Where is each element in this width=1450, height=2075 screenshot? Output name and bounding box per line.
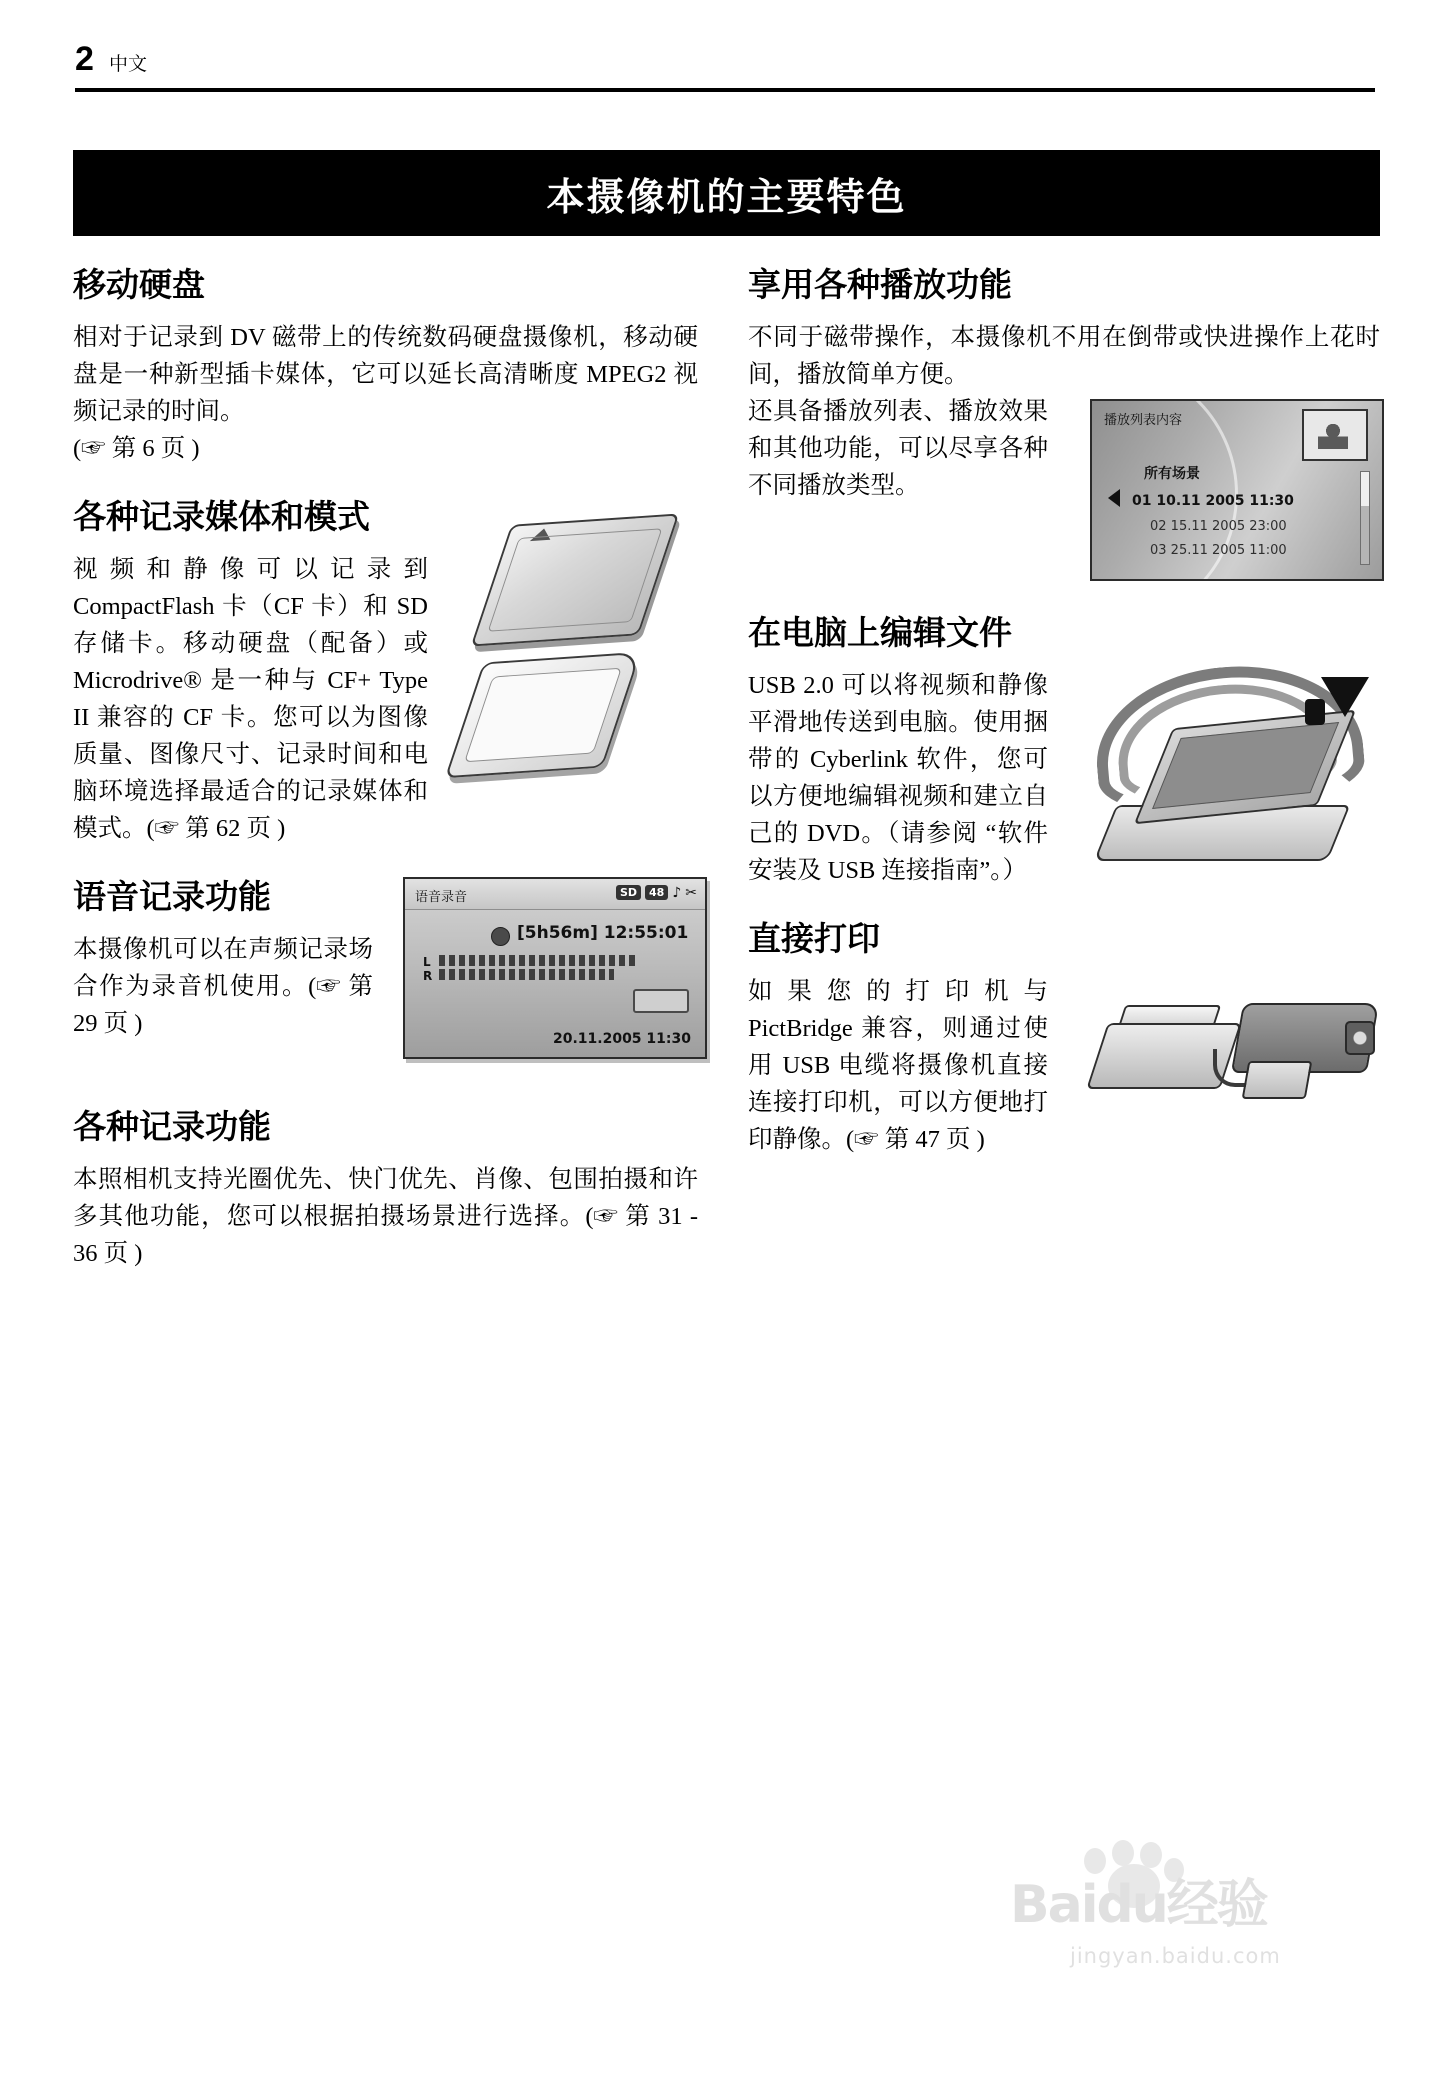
section-various-rec-body: 本照相机支持光圈优先、快门优先、肖像、包围拍摄和许多其他功能，您可以根据拍摄场景进行选择。(☞ 第 31 - 36 页 ) — [73, 1166, 698, 1267]
section-hdd-reference: (☞ 第 6 页 ) — [73, 435, 200, 462]
playlist-thumbnail — [1302, 409, 1368, 461]
section-voice-body: 本摄像机可以在声频记录场合作为录音机使用。(☞ 第 29 页 ) — [73, 936, 373, 1037]
section-pc-edit-body: USB 2.0 可以将视频和静像平滑地传送到电脑。使用捆带的 Cyberlink 软件，您可以方便地编辑视频和建立自己的 DVD。（请参阅 “软件安装及 USB 连接指南”。） — [748, 672, 1048, 884]
scissors-icon: ✂ — [685, 884, 697, 901]
playlist-row-2: 02 15.11 2005 23:00 — [1150, 519, 1287, 534]
voice-lcd-status-icons — [616, 885, 697, 900]
page-header — [75, 40, 1375, 92]
laptop-film-illustration — [1095, 667, 1375, 867]
section-playback-body-2: 还具备播放列表、播放效果和其他功能，可以尽享各种不同播放类型。 — [748, 398, 1048, 499]
battery-icon — [633, 989, 689, 1013]
sd-chip-icon: SD — [616, 885, 641, 900]
voice-lcd-channel-l: L — [423, 955, 431, 969]
voice-lcd-title: 语音录音 — [415, 890, 468, 905]
section-various-recording — [73, 1107, 698, 1272]
playlist-lcd — [1090, 399, 1384, 581]
level-meter-right — [439, 969, 614, 980]
voice-recorder-lcd — [403, 877, 707, 1059]
watermark-brand — [1010, 1876, 1267, 1934]
section-pc-edit-heading: 在电脑上编辑文件 — [748, 613, 1012, 652]
section-hdd — [73, 265, 698, 467]
cf-card-notch-icon — [530, 528, 555, 541]
section-direct-print-body: 如果您的打印机与 PictBridge 兼容，则通过使用 USB 电缆将摄像机直接连接打印机，可以方便地打印静像。(☞ 第 47 页 ) — [748, 978, 1048, 1153]
download-arrow-stem-icon — [1305, 699, 1325, 725]
camcorder-lcd-icon — [1242, 1061, 1313, 1099]
section-direct-print-heading: 直接打印 — [748, 919, 880, 958]
section-title-text: 本摄像机的主要特色 — [546, 174, 907, 219]
playlist-row-1: 01 10.11 2005 11:30 — [1132, 493, 1294, 509]
download-arrow-icon — [1321, 677, 1369, 717]
camcorder-lens-icon — [1345, 1021, 1375, 1055]
voice-lcd-date: 20.11.2005 11:30 — [552, 1031, 691, 1047]
section-media-modes — [73, 497, 698, 847]
section-hdd-body: 相对于记录到 DV 磁带上的传统数码硬盘摄像机，移动硬盘是一种新型插卡媒体，它可以延长高清晰度 MPEG2 视频记录的时间。 — [73, 324, 698, 425]
printer-camcorder-illustration — [1095, 983, 1375, 1133]
bitrate-chip-icon: 48 — [645, 885, 668, 900]
playlist-row-3: 03 25.11 2005 11:00 — [1150, 543, 1287, 558]
baidu-watermark — [1010, 1840, 1390, 1990]
section-various-rec-heading: 各种记录功能 — [73, 1107, 271, 1146]
music-note-icon: ♪ — [672, 884, 682, 901]
section-voice-heading: 语音记录功能 — [73, 877, 271, 916]
playlist-scrollbar[interactable] — [1360, 471, 1370, 565]
section-media-modes-body: 视频和静像可以记录到 CompactFlash 卡（CF 卡）和 SD 存储卡。移动硬盘（配备）或 Microdrive® 是一种与 CF+ Type II 兼容的 CF 卡。您可以为图像质量、图像尺寸、记录时间和电脑环境选择最适合的记录媒体和模式。(☞ 第 62 页 ) — [73, 556, 428, 842]
voice-lcd-time: [5h56m] 12:55:01 — [517, 923, 689, 943]
level-meter-left — [439, 955, 639, 966]
section-title-bar — [73, 150, 1380, 236]
section-playback-heading: 享用各种播放功能 — [748, 265, 1012, 304]
section-media-modes-heading: 各种记录媒体和模式 — [73, 497, 370, 536]
memory-card-illustration — [428, 519, 693, 769]
record-indicator-icon — [491, 927, 510, 946]
paw-print-icon — [1078, 1840, 1188, 1910]
voice-lcd-channel-r: R — [423, 969, 433, 983]
page-language-label: 中文 — [109, 53, 148, 75]
section-voice-recording — [73, 877, 698, 1077]
playlist-cursor-arrow-icon — [1108, 489, 1120, 507]
section-playback-body-1: 不同于磁带操作，本摄像机不用在倒带或快进操作上花时间，播放简单方便。 — [748, 324, 1380, 388]
playlist-all-scenes-label: 所有场景 — [1144, 466, 1200, 482]
header-divider — [75, 88, 1375, 92]
page-number: 2 — [75, 40, 94, 78]
section-pc-edit — [748, 613, 1380, 889]
sd-card-icon — [445, 652, 642, 778]
watermark-brand-text: Baidu — [1010, 1875, 1167, 1935]
section-playback — [748, 265, 1380, 583]
section-hdd-heading: 移动硬盘 — [73, 265, 205, 304]
left-column — [73, 265, 698, 1302]
section-direct-print — [748, 919, 1380, 1158]
compactflash-card-icon — [471, 513, 680, 646]
playlist-lcd-title: 播放列表内容 — [1104, 413, 1183, 428]
right-column — [748, 265, 1380, 1188]
watermark-url: jingyan.baidu.com — [1070, 1944, 1281, 1968]
watermark-brand-cn: 经验 — [1166, 1875, 1267, 1935]
